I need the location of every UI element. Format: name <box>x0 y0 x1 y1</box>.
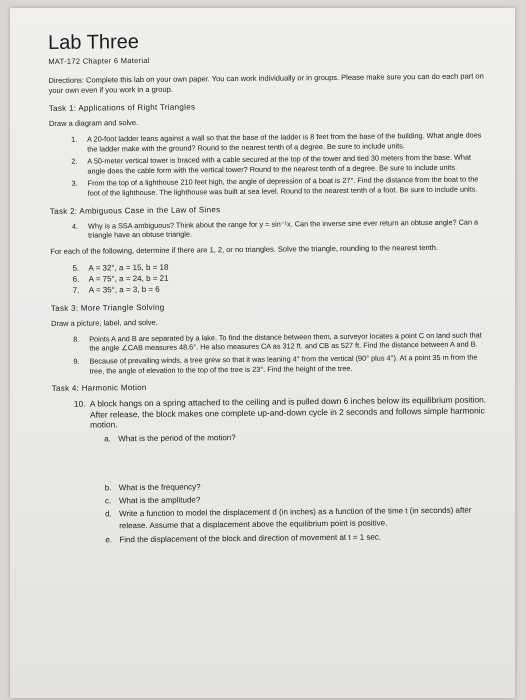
part-text: What is the frequency? <box>118 482 201 492</box>
part-letter: e. <box>105 534 113 545</box>
problem-number: 5. <box>72 263 80 273</box>
task3-instruction: Draw a picture, label, and solve. <box>51 317 158 328</box>
part-text: What is the amplitude? <box>118 495 201 505</box>
problem-10d <box>105 504 493 532</box>
task1-heading: Task 1: Applications of Right Triangles <box>48 102 196 113</box>
task2-heading: Task 2: Ambiguous Case in the Law of Sines <box>49 204 221 216</box>
problem-8 <box>73 330 491 354</box>
problem-number: 8. <box>73 334 80 344</box>
page-subtitle: MAT-172 Chapter 6 Material <box>48 55 150 66</box>
directions-text: Directions: Complete this lab on your own paper. You can work individually or in groups. Please make sure you can do each part on your own even if you work in a group. <box>48 71 484 95</box>
part-letter: a. <box>104 433 111 444</box>
page-title: Lab Three <box>48 31 140 54</box>
problem-10 <box>74 394 492 430</box>
part-text: Write a function to model the displacement d (in inches) as a function of the time t (in seconds) after release. Assume that a displacement above the equilibrium point is positive. <box>118 505 472 530</box>
problem-text: From the top of a lighthouse 210 feet high, the angle of depression of a boat is 27°. Find the distance from the boat to the foot of the lighthouse. The lighthouse was built at sea level. Round to the nearest tenth of a foot. Be sure to include units. <box>87 174 479 198</box>
task2-instruction: For each of the following, determine if there are 1, 2, or no triangles. Solve the triangle, rounding to the nearest tenth. <box>50 242 439 256</box>
problem-4 <box>72 217 490 241</box>
part-text: Find the displacement of the block and direction of movement at t = 1 sec. <box>119 532 382 544</box>
document-page <box>10 8 515 698</box>
part-letter: d. <box>104 508 112 519</box>
task1-instruction: Draw a diagram and solve. <box>48 118 139 128</box>
problem-text: Why is a SSA ambiguous? Think about the range for y = sin⁻¹x. Can the inverse sine ever return an obtuse angle? Can a triangle have an obtuse triangle. <box>87 217 479 240</box>
problem-number: 6. <box>72 274 80 284</box>
problem-text: A = 35°, a = 3, b = 6 <box>88 284 160 295</box>
problem-text: A = 32°, a = 15, b = 18 <box>88 262 169 273</box>
part-letter: b. <box>104 482 112 493</box>
answer-gap <box>52 442 492 483</box>
problem-number: 4. <box>71 221 79 231</box>
problem-text: A block hangs on a spring attached to the ceiling and is pulled down 6 inches below its equilibrium position. After release, the block makes one complete up-and-down cycle in 2 seconds and follows simple harmonic motion. <box>89 394 487 430</box>
problem-number: 1. <box>71 134 78 144</box>
problem-9 <box>73 352 491 376</box>
part-letter: c. <box>104 495 112 506</box>
problem-text: A 50-meter vertical tower is braced with a cable secured at the top of the tower and tied 30 meters from the base. What angle does the cable form with the vertical tower? Round to the nearest tenth of a degree. Be sure to include units. <box>87 152 472 176</box>
problem-2 <box>71 153 489 177</box>
problem-text: A = 75°, a = 24, b = 21 <box>88 273 169 284</box>
part-text: What is the period of the motion? <box>118 432 236 443</box>
problem-text: A 20-foot ladder leans against a wall so that the base of the ladder is 8 feet from the base of the building. What angle does the ladder make with the ground? Round to the nearest tenth of a degree. Be sure to include units. <box>87 130 482 154</box>
problem-number: 7. <box>72 285 80 295</box>
problem-3 <box>72 175 490 199</box>
problem-number: 3. <box>71 179 78 189</box>
problem-number: 2. <box>71 156 78 166</box>
problem-text: Points A and B are separated by a lake. To find the distance between them, a surveyor locates a point C on land such that the angle ∠CAB measures 48.6°. He also measures CA as 312 ft. and CB as 527 ft. Find the distance between A and B. <box>89 330 482 353</box>
problem-number: 10. <box>73 398 86 409</box>
task4-heading: Task 4: Harmonic Motion <box>51 383 147 394</box>
problem-10e <box>105 530 493 545</box>
problem-number: 9. <box>73 356 80 366</box>
problem-text: Because of prevailing winds, a tree grew so that it was leaning 4° from the vertical (90° plus 4°). At a point 35 m from the tree, the angle of elevation to the top of the tree is 23°. Find the height of the tree. <box>89 352 478 376</box>
task3-heading: Task 3: More Triangle Solving <box>50 302 165 313</box>
problem-1 <box>71 130 489 154</box>
document-content <box>48 27 493 547</box>
equation-list <box>72 258 490 295</box>
